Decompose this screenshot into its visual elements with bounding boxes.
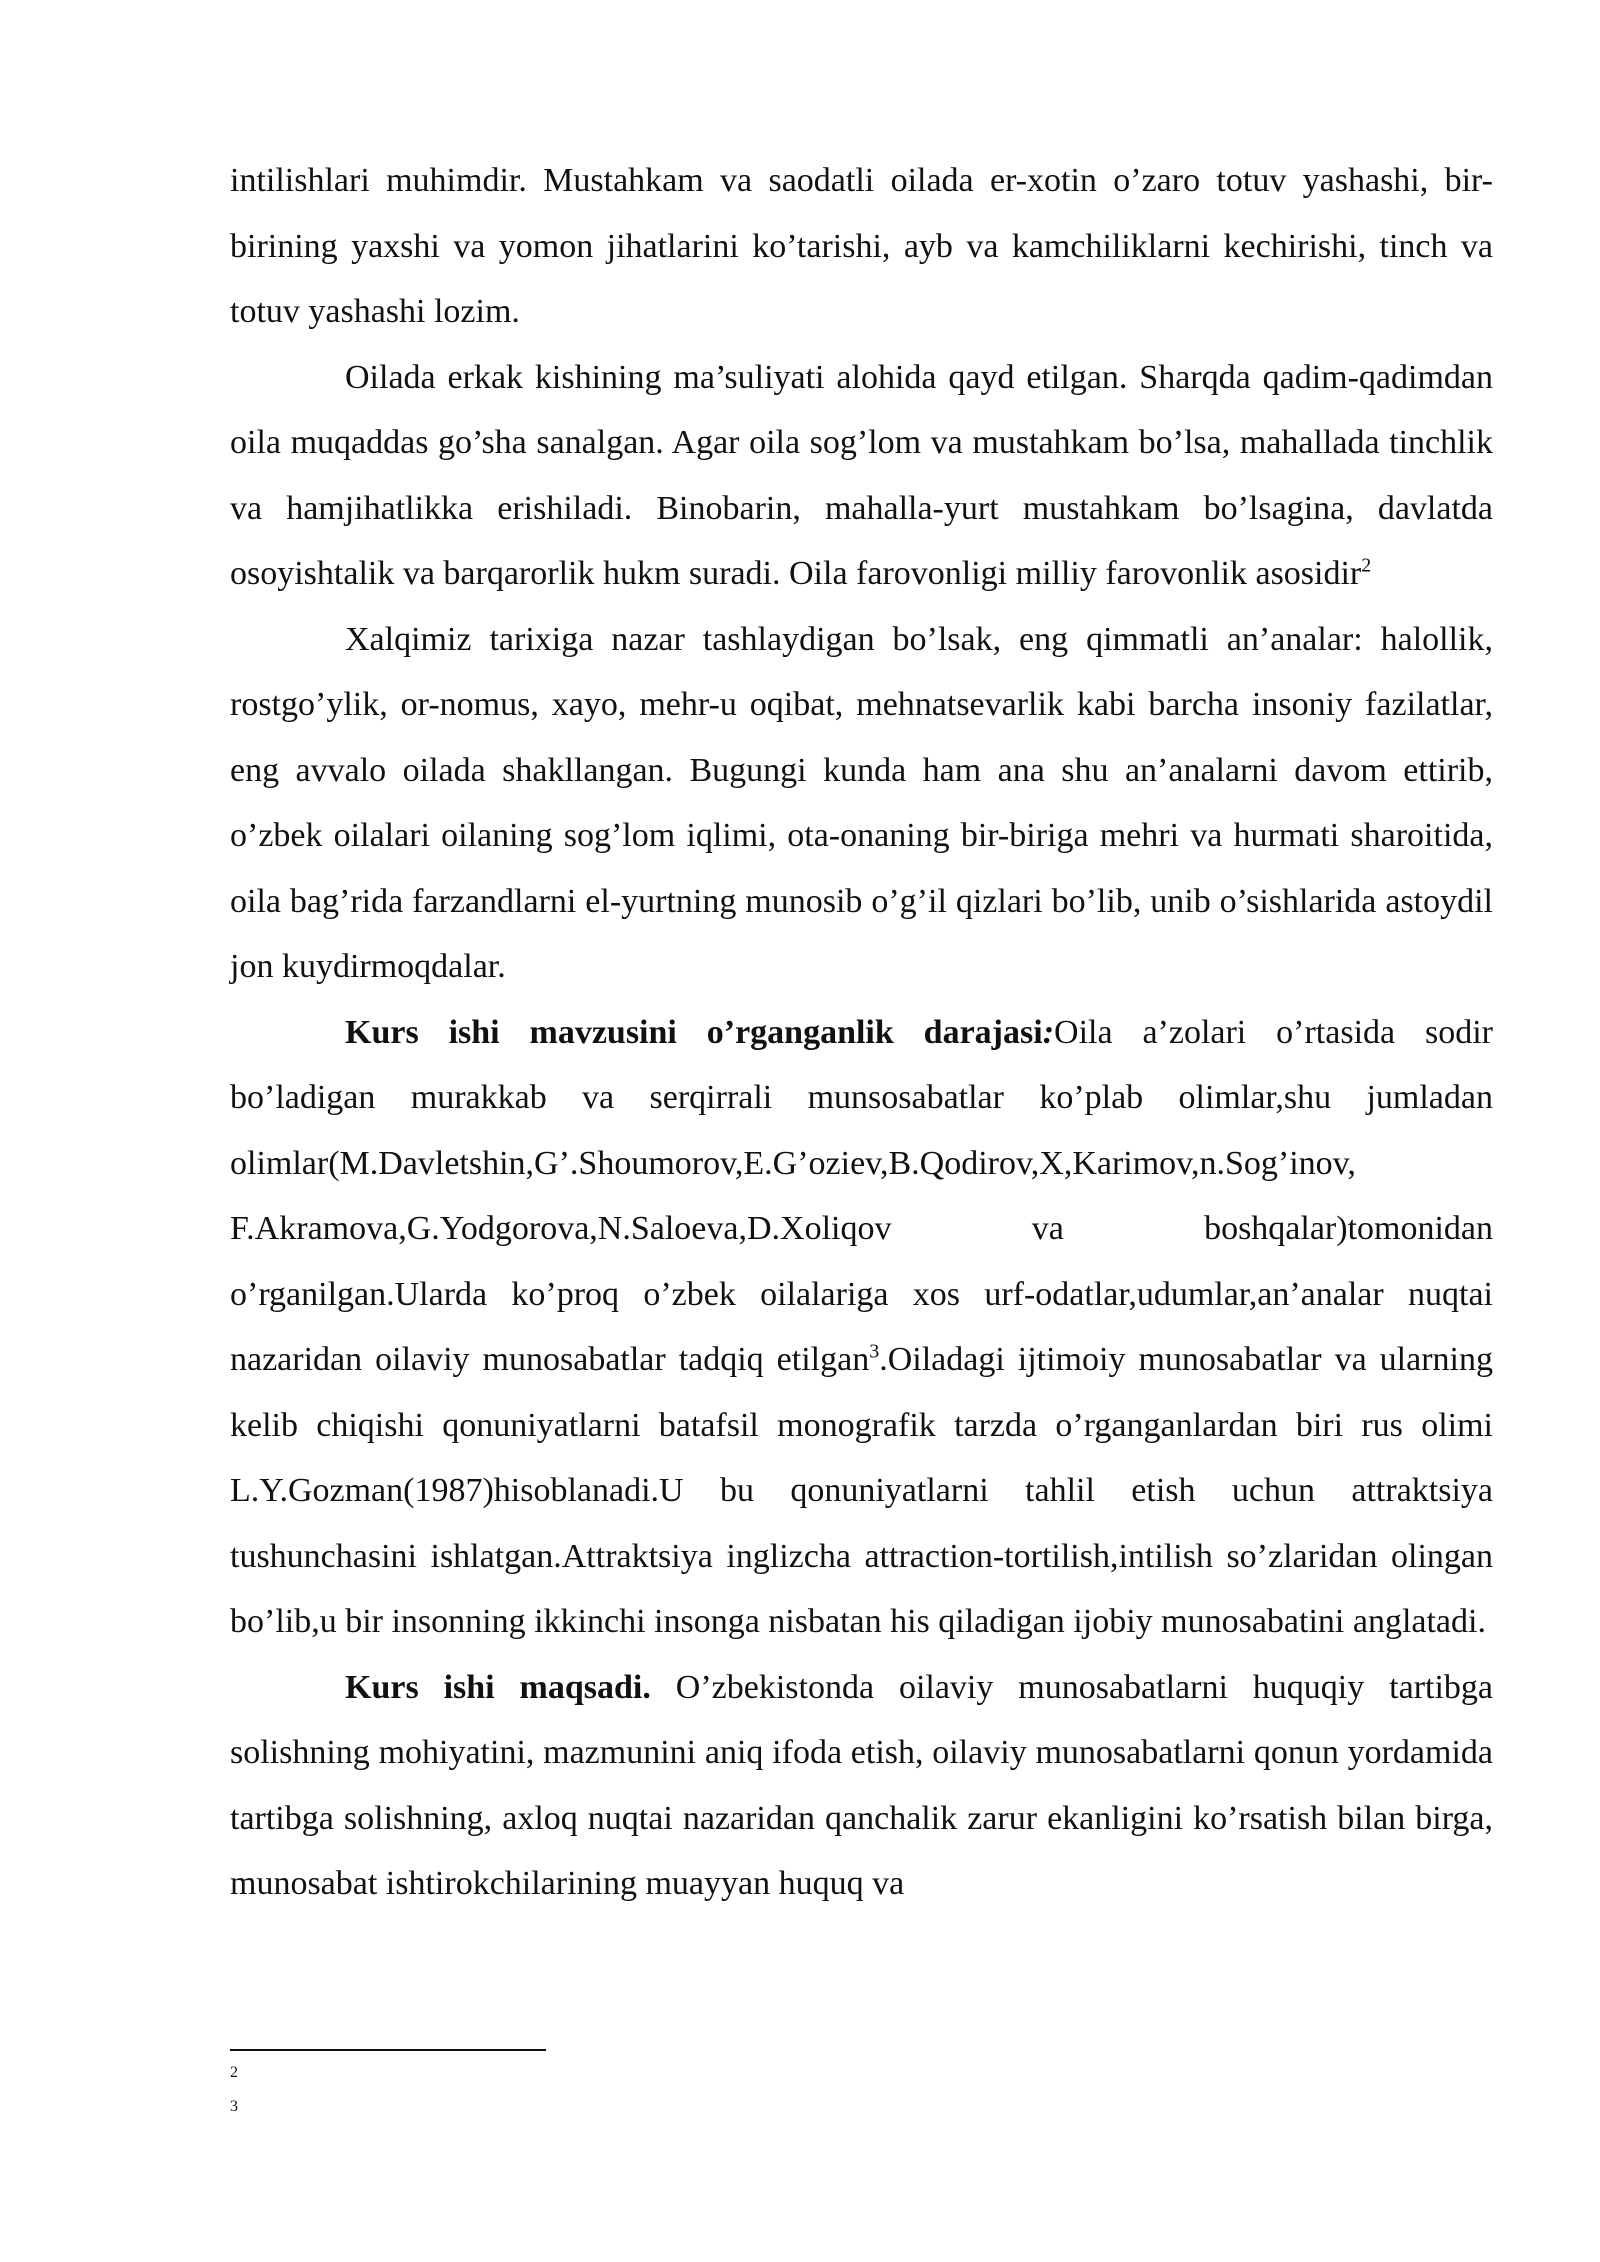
paragraph-3-text: Xalqimiz tarixiga nazar tashlaydigan bo’lsak, eng qimmatli an’analar: halollik, rostgo’ylik, or-nomus, xayo, mehr-u oqibat, mehnatsevarlik kabi barcha insoniy fazilatlar, eng avvalo oilada shakllangan. Bugungi kunda ham ana shu an’analarni davom ettirib, o’zbek oilalari oilaning sog’lom iqlimi, ota-onaning bir-biriga mehri va hurmati sharoitida, oila bag’rida farzandlarni el-yurtning munosib o’g’il qizlari bo’lib, unib o’sishlarida astoydil jon kuydirmoqdalar. <box>230 620 1493 985</box>
paragraph-1-text: intilishlari muhimdir. Mustahkam va saodatli oilada er-xotin o’zaro totuv yashashi, bir-birining yaxshi va yomon jihatlarini ko’tarishi, ayb va kamchiliklarni kechirishi, tinch va totuv yashashi lozim. <box>230 162 1493 330</box>
paragraph-4 <box>230 1000 1493 1655</box>
footnote-ref-2[interactable]: 2 <box>1361 554 1372 577</box>
footnote-separator <box>230 2049 546 2051</box>
paragraph-4-text-b: .Oiladagi ijtimoiy munosabatlar va ularning kelib chiqishi qonuniyatlarni batafsil monografik tarzda o’rganganlardan biri rus olimi L.Y.Gozman(1987)hisoblanadi.U bu qonuniyatlarni tahlil etish uchun attraktsiya tushunchasini ishlatgan.Attraktsiya inglizcha attraction-tortilish,intilish so’zlaridan olingan bo’lib,u bir insonning ikkinchi insonga nisbatan his qiladigan ijobiy munosabatini anglatadi. <box>230 1341 1493 1640</box>
paragraph-2-text: Oilada erkak kishining ma’suliyati alohida qayd etilgan. Sharqda qadim-qadimdan oila muqaddas go’sha sanalgan. Agar oila sog’lom va mustahkam bo’lsa, mahallada tinchlik va hamjihatlikka erishiladi. Binobarin, mahalla-yurt mustahkam bo’lsagina, davlatda osoyishtalik va barqarorlik hukm suradi. Oila farovonligi milliy farovonlik asosidir <box>230 358 1493 592</box>
footnote-3: 3 <box>230 2098 238 2115</box>
heading-colon: : <box>1042 1013 1055 1051</box>
footnote-2: 2 <box>230 2064 238 2081</box>
section-heading-study-level: Kurs ishi mavzusini o’rganganlik darajasi <box>345 1013 1043 1051</box>
section-heading-goal: Kurs ishi maqsadi. <box>345 1668 651 1706</box>
paragraph-5-text: O’zbekistonda oilaviy munosabatlarni huquqiy tartibga solishning mohiyatini, mazmunini aniq ifoda etish, oilaviy munosabatlarni qonun yordamida tartibga solishning, axloq nuqtai nazaridan qanchalik zarur ekanligini ko’rsatish bilan birga, munosabat ishtirokchilarining muayyan huquq va <box>230 1668 1494 1902</box>
document-page <box>230 148 1493 1917</box>
paragraph-1 <box>230 148 1493 345</box>
paragraph-4-text-a: Oila a’zolari o’rtasida sodir bo’ladigan murakkab va serqirrali munsosabatlar ko’plab olimlar,shu jumladan olimlar(M.Davletshin,G’.Shoumorov,E.G’oziev,B.Qodirov,X,Karimov,n.Sog’inov, F.Akramova,G.Yodgorova,N.Saloeva,D.Xoliqov va boshqalar)tomonidan o’rganilgan.Ularda ko’proq o’zbek oilalariga xos urf-odatlar,udumlar,an’analar nuqtai nazaridan oilaviy munosabatlar tadqiq etilgan <box>230 1013 1493 1378</box>
paragraph-2 <box>230 345 1493 607</box>
paragraph-5 <box>230 1655 1493 1917</box>
footnote-ref-3[interactable]: 3 <box>869 1340 880 1363</box>
paragraph-3 <box>230 607 1493 1000</box>
